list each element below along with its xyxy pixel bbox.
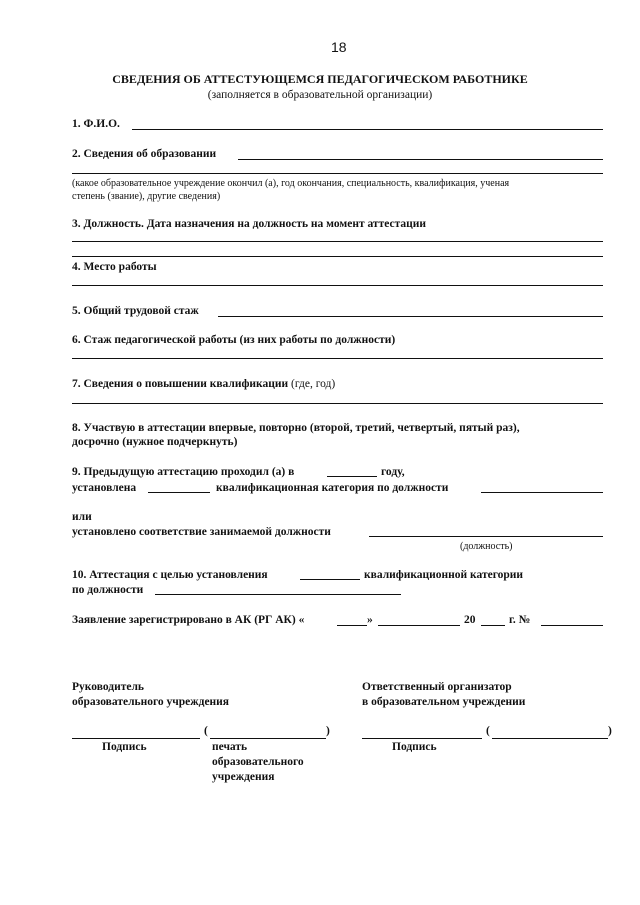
previous-year-line <box>327 476 377 477</box>
stamp-caption-1: печать <box>212 741 248 753</box>
registered-a: Заявление зарегистрировано в АК (РГ АК) « <box>72 614 305 626</box>
registered-month-line <box>378 625 460 626</box>
pedagogical-experience-line <box>72 358 603 359</box>
position-line-2 <box>72 256 603 257</box>
or-label: или <box>72 511 92 523</box>
established-b: квалификационная категория по должности <box>216 482 449 494</box>
right-signer-title-1: Ответственный организатор <box>362 681 512 693</box>
registered-number-line <box>541 625 603 626</box>
goal-c: по должности <box>72 584 144 596</box>
conformity-line <box>369 536 603 537</box>
qualification-label <box>72 377 335 391</box>
position-label: 3. Должность. Дата назначения на должность на момент аттестации <box>72 218 427 230</box>
education-hint-1: (какое образовательное учреждение окончил (а), год окончания, специальность, квалификация, ученая <box>72 178 510 189</box>
qualification-line <box>72 403 603 404</box>
form-subtitle: (заполняется в образовательной организации) <box>207 89 433 101</box>
registered-c: г. № <box>509 614 531 626</box>
left-signature-line <box>72 738 200 739</box>
left-paren-open: ( <box>204 725 208 737</box>
stamp-caption-2: образовательного <box>212 756 304 768</box>
previous-a: 9. Предыдущую аттестацию проходил (а) в <box>72 466 295 478</box>
workplace-label: 4. Место работы <box>72 261 157 273</box>
left-signer-title-2: образовательного учреждения <box>72 696 230 708</box>
attestation-line-1: 8. Участвую в аттестации впервые, повторно (второй, третий, четвертый, пятый раз), <box>72 422 520 434</box>
conformity-label: установлено соответствие занимаемой должности <box>72 526 331 538</box>
position-hint: (должность) <box>460 541 513 552</box>
left-signer-title-1: Руководитель <box>72 681 144 693</box>
goal-position-line <box>155 594 401 595</box>
right-paren-close: ) <box>608 725 612 737</box>
registered-day-line <box>337 625 367 626</box>
stamp-caption-3: учреждения <box>212 771 275 783</box>
position-line-1 <box>72 241 603 242</box>
established-position-line <box>481 492 603 493</box>
left-paren-close: ) <box>326 725 330 737</box>
goal-a: 10. Аттестация с целью установления <box>72 569 268 581</box>
goal-b: квалификационной категории <box>364 569 524 581</box>
left-signature-caption: Подпись <box>102 741 147 753</box>
workplace-line <box>72 285 603 286</box>
registered-b: » <box>367 614 373 626</box>
pedagogical-experience-label: 6. Стаж педагогической работы (из них работы по должности) <box>72 334 396 346</box>
form-title: СВЕДЕНИЯ ОБ АТТЕСТУЮЩЕМСЯ ПЕДАГОГИЧЕСКОМ РАБОТНИКЕ <box>112 72 528 86</box>
previous-b: году, <box>381 466 405 478</box>
total-experience-line <box>218 316 603 317</box>
education-line-2 <box>72 173 603 174</box>
education-hint-2: степень (звание), другие сведения) <box>72 191 221 202</box>
page-number: 18 <box>331 39 347 55</box>
right-signature-line <box>362 738 482 739</box>
total-experience-label: 5. Общий трудовой стаж <box>72 305 199 317</box>
attestation-line-2: досрочно (нужное подчеркнуть) <box>72 436 238 448</box>
education-line <box>238 159 603 160</box>
registered-year: 20 <box>464 614 476 626</box>
established-a: установлена <box>72 482 137 494</box>
registered-year-line <box>481 625 505 626</box>
right-paren-open: ( <box>486 725 490 737</box>
left-name-line <box>210 738 326 739</box>
education-label: 2. Сведения об образовании <box>72 148 217 160</box>
qualification-hint: (где, год) <box>291 378 336 390</box>
fio-line <box>132 129 603 130</box>
right-signature-caption: Подпись <box>392 741 437 753</box>
right-signer-title-2: в образовательном учреждении <box>362 696 526 708</box>
established-category-line <box>148 492 210 493</box>
qualification-main: 7. Сведения о повышении квалификации <box>72 378 289 390</box>
right-name-line <box>492 738 608 739</box>
goal-category-line <box>300 579 360 580</box>
fio-label: 1. Ф.И.О. <box>72 118 120 130</box>
